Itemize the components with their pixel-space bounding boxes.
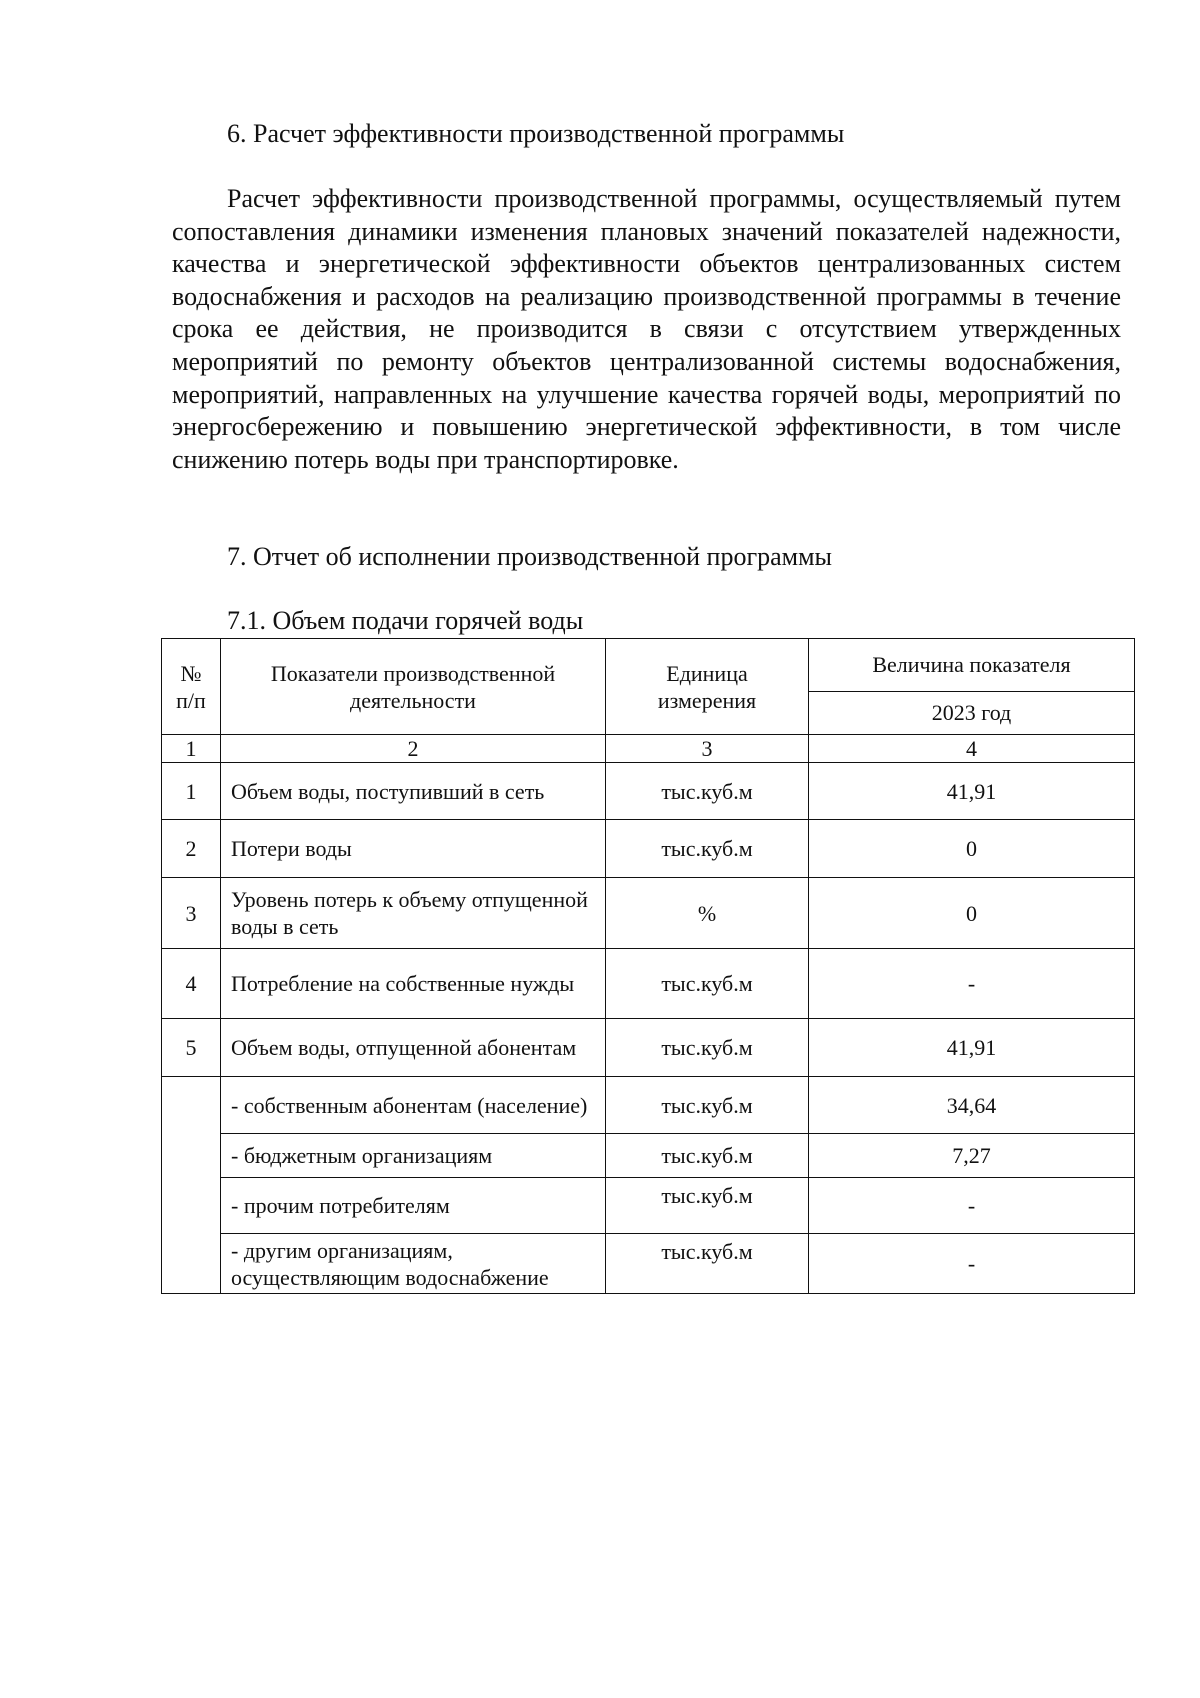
row-indicator: Объем воды, поступивший в сеть [221,763,606,820]
row-number: 2 [162,820,221,878]
section-6-paragraph: Расчет эффективности производственной программы, осуществляемый путем сопоставления динамики изменения плановых значений показателей надежности, качества и энергетической эффективности объектов централизованных систем водоснабжения и расходов на реализацию производственной программы в течение срока ее действия, не производится в связи с отсутствием утвержденных мероприятий по ремонту объектов централизованной системы водоснабжения, мероприятий, направленных на улучшение качества горячей воды, мероприятий по энергосбережению и повышению энергетической эффективности, в том числе снижению потерь воды при транспортировке. [172,184,1121,474]
subrow-value: - [809,1234,1135,1294]
subrow-unit: тыс.куб.м [606,1134,809,1178]
header-unit: Единица измерения [606,639,809,735]
subrow-value: 7,27 [809,1134,1135,1178]
row-value: 0 [809,878,1135,949]
section-7-title: 7. Отчет об исполнении производственной программы [227,542,833,571]
row-unit: % [606,878,809,949]
header-number [162,639,221,735]
subrow-indicator: - другим организациям, осуществляющим водоснабжение [221,1234,606,1294]
row-number: 5 [162,1019,221,1077]
row-value: 0 [809,820,1135,878]
table-subrow [162,1077,1135,1134]
table-subrow [162,1178,1135,1234]
table-row [162,949,1135,1019]
table-row [162,1019,1135,1077]
subrow-indicator: - собственным абонентам (население) [221,1077,606,1134]
row-value: - [809,949,1135,1019]
table-row [162,820,1135,878]
row-value: 41,91 [809,1019,1135,1077]
subrow-indicator: - прочим потребителям [221,1178,606,1234]
row-number: 3 [162,878,221,949]
row-indicator: Уровень потерь к объему отпущенной воды в сеть [221,878,606,949]
table-row [162,878,1135,949]
subrow-unit: тыс.куб.м [606,1077,809,1134]
subrow-value: - [809,1178,1135,1234]
row-indicator: Объем воды, отпущенной абонентам [221,1019,606,1077]
water-supply-table [161,638,1135,1294]
row-number: 4 [162,949,221,1019]
section-7-1-title: 7.1. Объем подачи горячей воды [227,606,584,635]
row-number: 1 [162,763,221,820]
column-number: 4 [809,735,1135,763]
table-header-row [162,639,1135,692]
row-number-empty [162,1077,221,1294]
table-row [162,763,1135,820]
row-unit: тыс.куб.м [606,820,809,878]
column-number: 2 [221,735,606,763]
section-6-title: 6. Расчет эффективности производственной программы [227,119,845,148]
header-indicator: Показатели производственной деятельности [221,639,606,735]
header-year: 2023 год [809,691,1135,734]
column-number: 1 [162,735,221,763]
table-subrow [162,1134,1135,1178]
column-number: 3 [606,735,809,763]
subrow-indicator: - бюджетным организациям [221,1134,606,1178]
header-number-line2: п/п [176,687,206,713]
table-subrow [162,1234,1135,1294]
header-number-line1: № [180,660,202,686]
row-unit: тыс.куб.м [606,1019,809,1077]
row-indicator: Потребление на собственные нужды [221,949,606,1019]
header-value: Величина показателя [809,639,1135,692]
column-number-row [162,735,1135,763]
subrow-unit: тыс.куб.м [606,1234,809,1294]
subrow-unit: тыс.куб.м [606,1178,809,1234]
row-value: 41,91 [809,763,1135,820]
row-indicator: Потери воды [221,820,606,878]
row-unit: тыс.куб.м [606,949,809,1019]
row-unit: тыс.куб.м [606,763,809,820]
subrow-value: 34,64 [809,1077,1135,1134]
